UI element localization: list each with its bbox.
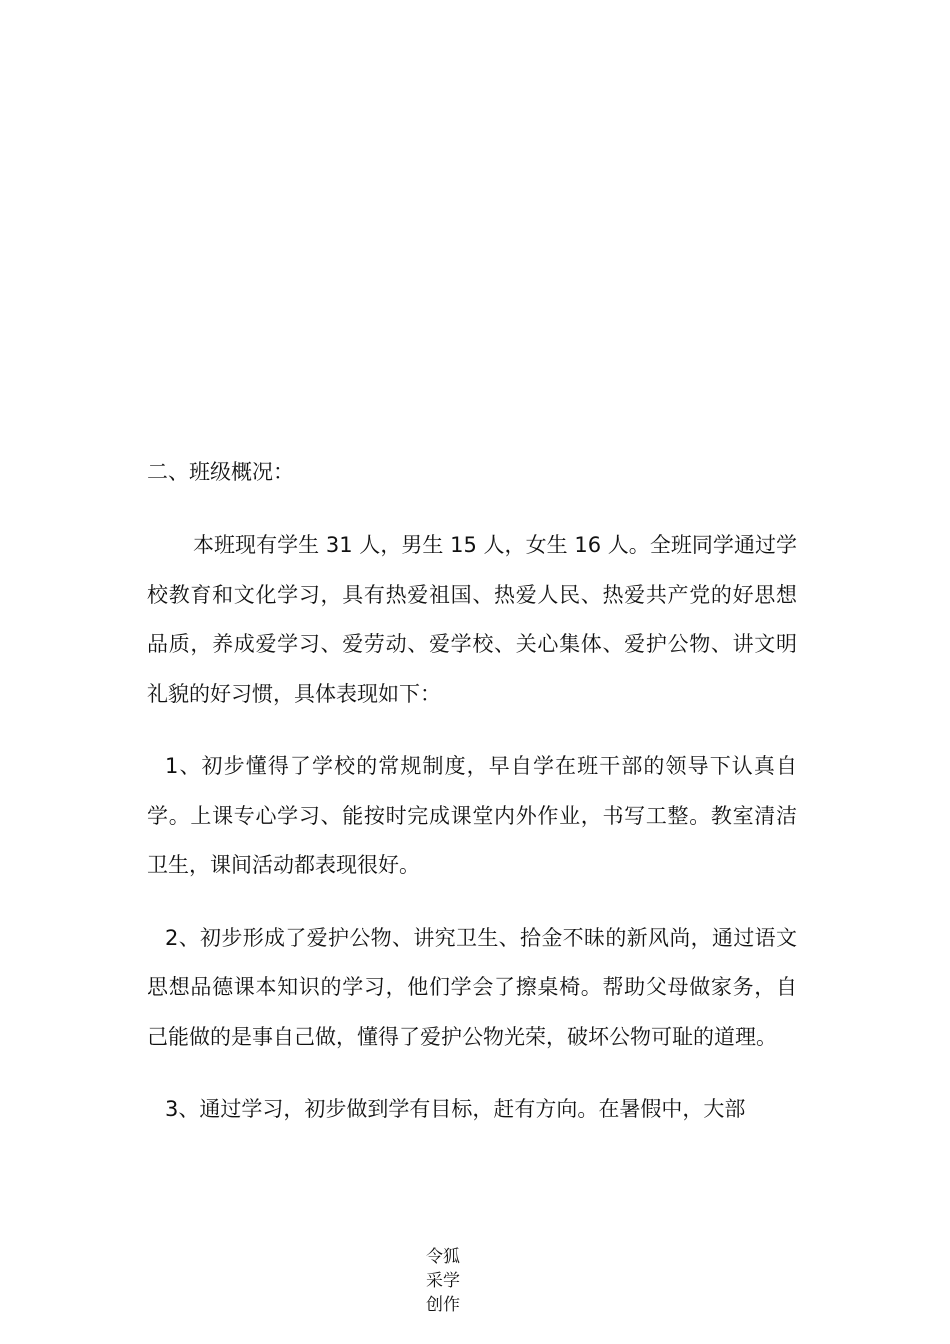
section-heading: 二、班级概况： [147, 460, 294, 484]
paragraph-item-2: 2、初步形成了爱护公物、讲究卫生、拾金不昧的新风尚，通过语文思想品德课本知识的学习，他们学会了擦桌椅。帮助父母做家务，自己能做的是事自己做，懂得了爱护公物光荣，破坏公物可耻的道理。 [147, 925, 797, 1049]
paragraph-item-3: 3、通过学习，初步做到学有目标，赶有方向。在暑假中，大部 [165, 1097, 746, 1121]
paragraph-overview: 本班现有学生 31 人，男生 15 人，女生 16 人。全班同学通过学校教育和文化学习，具有热爱祖国、热爱人民、热爱共产党的好思想品质，养成爱学习、爱劳动、爱学校、关心集体、爱护公物、讲文明礼貌的好习惯，具体表现如下： [147, 533, 797, 706]
document-body [147, 453, 797, 1158]
footer-watermark: 令狐采学创作 [426, 1247, 460, 1315]
paragraph-item-1: 1、初步懂得了学校的常规制度，早自学在班干部的领导下认真自学。上课专心学习、能按时完成课堂内外作业，书写工整。教室清洁卫生，课间活动都表现很好。 [147, 754, 797, 877]
